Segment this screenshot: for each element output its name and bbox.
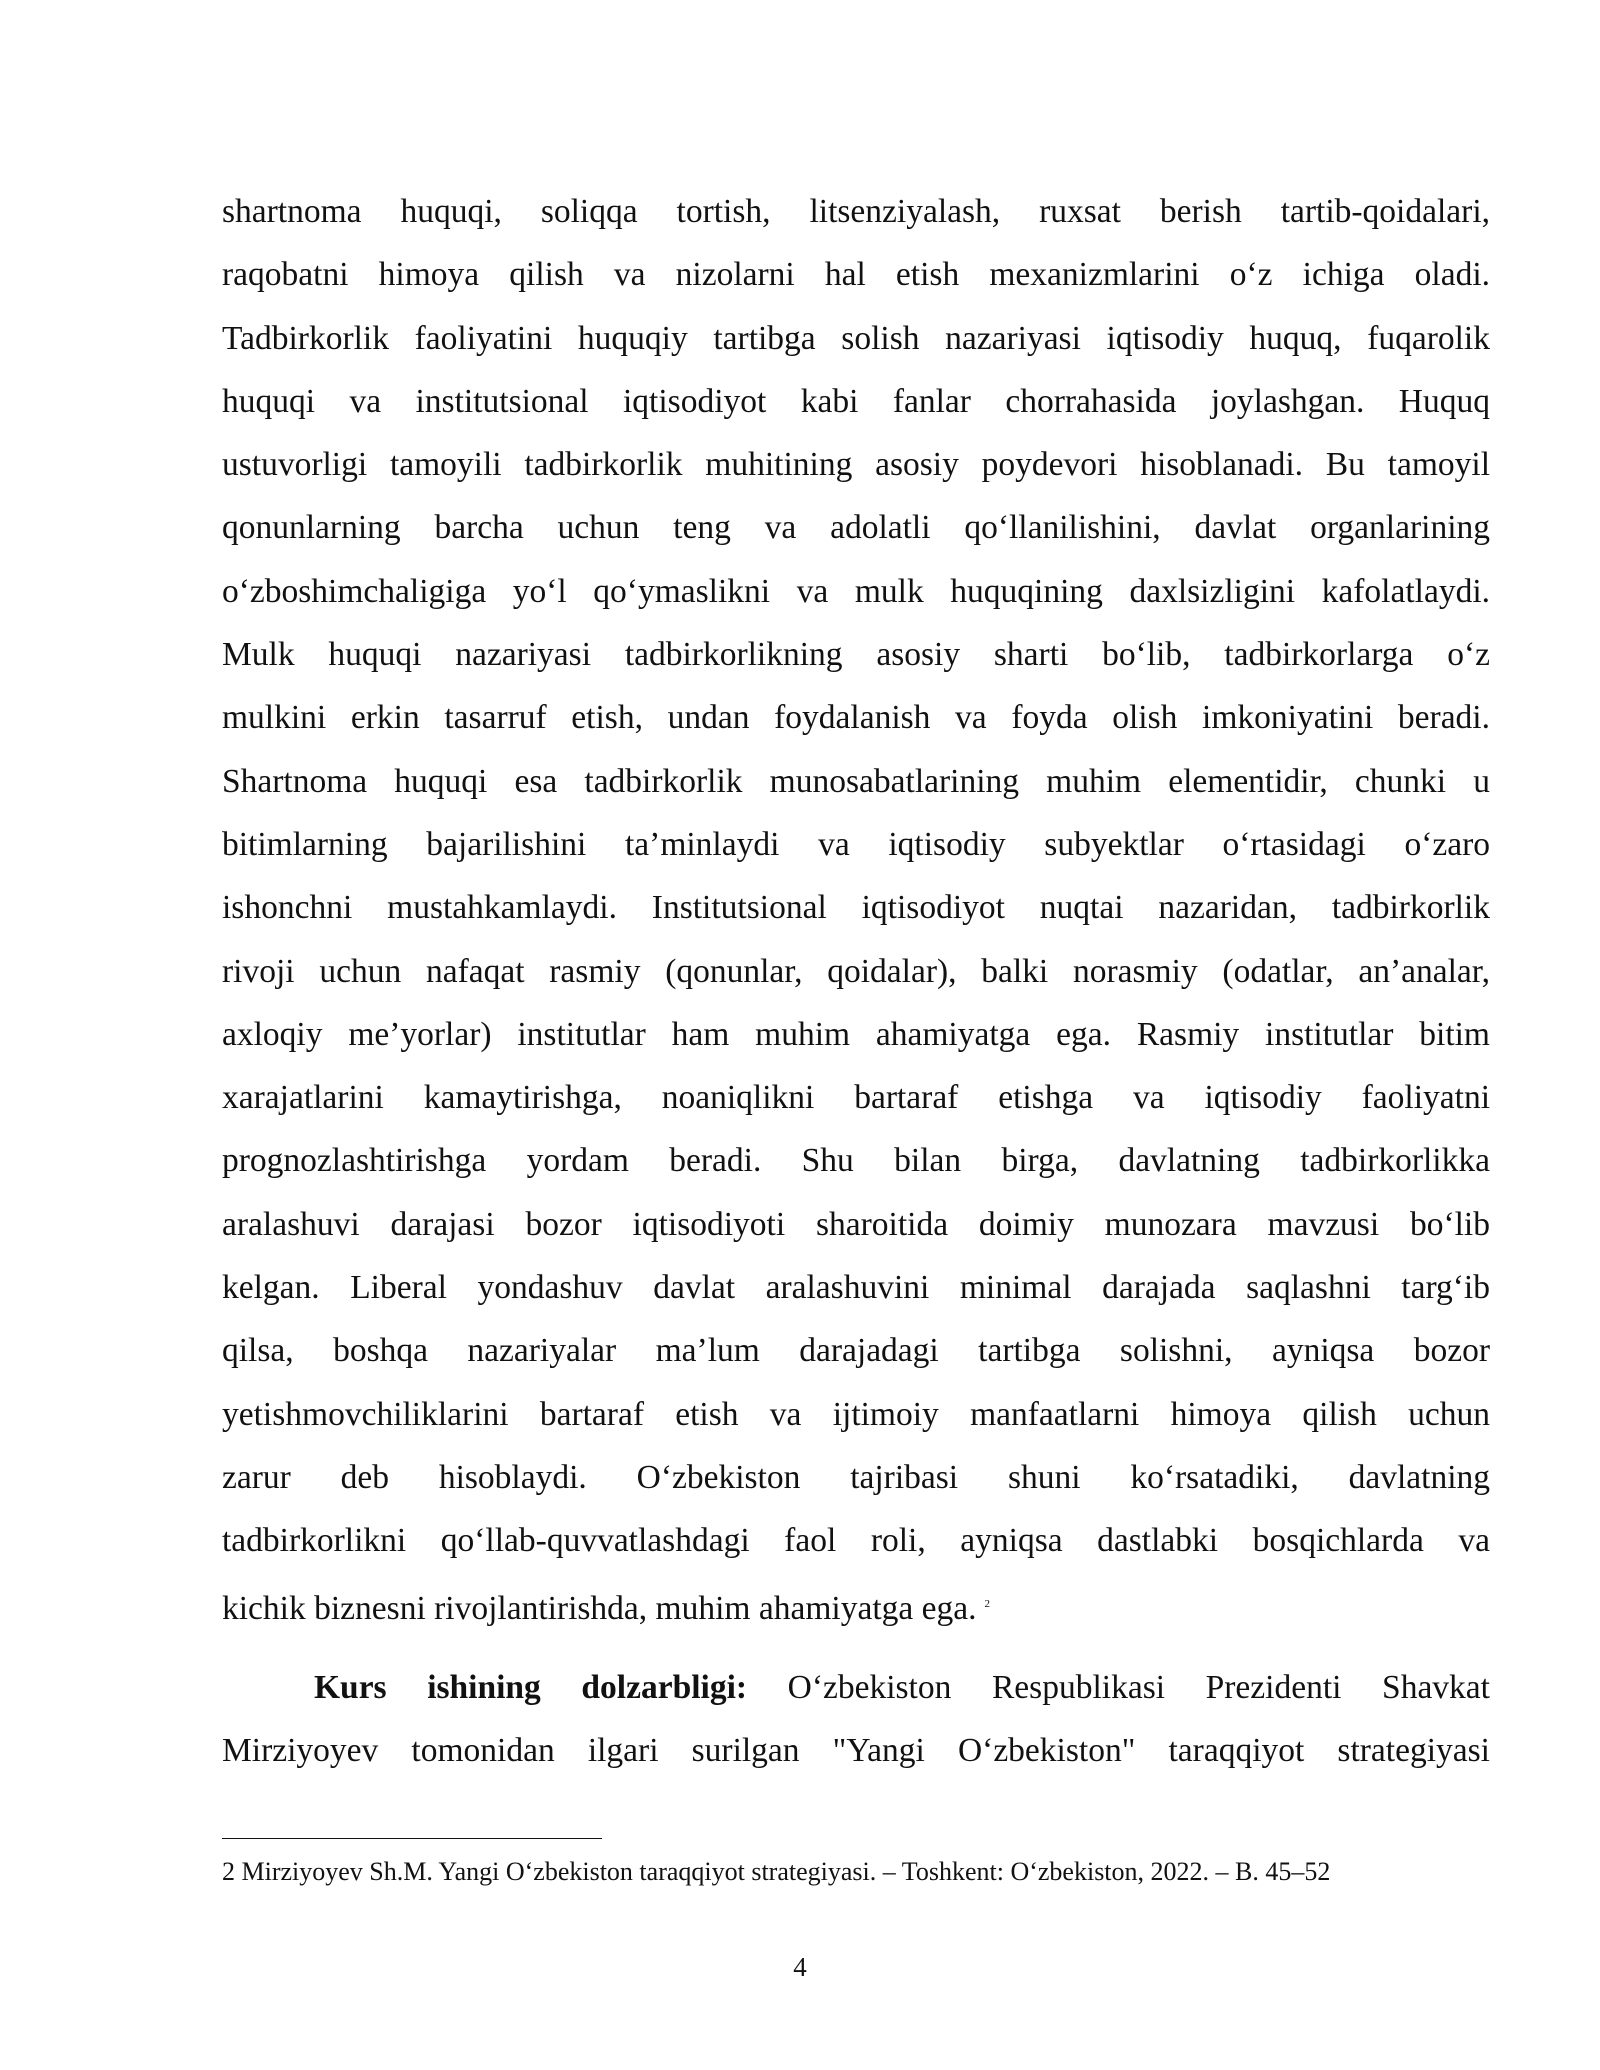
paragraph-line: prognozlashtirishga yordam beradi. Shu bilan birga, davlatning tadbirkorlikka xyxy=(222,1142,1490,1180)
paragraph-last-line xyxy=(222,1573,1490,1640)
paragraph-last-line-text: kichik biznesni rivojlantirishda, muhim ahamiyatga ega. xyxy=(222,1589,977,1627)
paragraph-line: o‘zboshimchaligiga yo‘l qo‘ymaslikni va mulk huquqining daxlsizligini kafolatlaydi. xyxy=(222,572,1490,610)
heading-continuation: O‘zbekiston Respublikasi Prezidenti Shavkat xyxy=(747,1668,1490,1706)
paragraph-line: axloqiy me’yorlar) institutlar ham muhim ahamiyatga ega. Rasmiy institutlar bitim xyxy=(222,1015,1490,1053)
body-text xyxy=(222,180,1490,1783)
paragraph-1 xyxy=(222,180,1490,1640)
paragraph-line: ustuvorligi tamoyili tadbirkorlik muhitining asosiy poydevori hisoblanadi. Bu tamoyil xyxy=(222,446,1490,484)
paragraph-line xyxy=(222,1656,1490,1719)
paragraph-line: xarajatlarini kamaytirishga, noaniqlikni bartaraf etishga va iqtisodiy faoliyatni xyxy=(222,1079,1490,1117)
section-heading: Kurs ishining dolzarbligi: xyxy=(314,1668,748,1706)
paragraph-line: raqobatni himoya qilish va nizolarni hal etish mexanizmlarini o‘z ichiga oladi. xyxy=(222,256,1490,294)
paragraph-line: ishonchni mustahkamlaydi. Institutsional iqtisodiyot nuqtai nazaridan, tadbirkorlik xyxy=(222,889,1490,927)
paragraph-line: shartnoma huquqi, soliqqa tortish, litsenziyalash, ruxsat berish tartib-qoidalari, xyxy=(222,193,1490,230)
paragraph-line: Tadbirkorlik faoliyatini huquqiy tartibga solish nazariyasi iqtisodiy huquq, fuqarolik xyxy=(222,319,1490,357)
paragraph-line: aralashuvi darajasi bozor iqtisodiyoti sharoitida doimiy munozara mavzusi bo‘lib xyxy=(222,1205,1490,1243)
page-number: 4 xyxy=(793,1952,807,1982)
paragraph-line: qilsa, boshqa nazariyalar ma’lum darajadagi tartibga solishni, ayniqsa bozor xyxy=(222,1332,1490,1370)
paragraph-line: Mirziyoyev tomonidan ilgari surilgan "Yangi O‘zbekiston" taraqqiyot strategiyasi xyxy=(222,1732,1490,1770)
paragraph-line: mulkini erkin tasarruf etish, undan foydalanish va foyda olish imkoniyatini beradi. xyxy=(222,699,1490,737)
paragraph-line: tadbirkorlikni qo‘llab-quvvatlashdagi faol roli, ayniqsa dastlabki bosqichlarda va xyxy=(222,1522,1490,1560)
paragraph-line: Shartnoma huquqi esa tadbirkorlik munosabatlarining muhim elementidir, chunki u xyxy=(222,762,1490,800)
paragraph-spacing xyxy=(222,1640,1490,1656)
paragraph-line: rivoji uchun nafaqat rasmiy (qonunlar, qoidalar), balki norasmiy (odatlar, an’analar, xyxy=(222,952,1490,990)
paragraph-line: kelgan. Liberal yondashuv davlat aralashuvini minimal darajada saqlashni targ‘ib xyxy=(222,1269,1490,1307)
paragraph-2 xyxy=(222,1656,1490,1783)
footnote: 2 Mirziyoyev Sh.M. Yangi O‘zbekiston taraqqiyot strategiyasi. – Toshkent: O‘zbekiston, 2022. – B. 45–52 xyxy=(222,1857,1331,1886)
paragraph-line: qonunlarning barcha uchun teng va adolatli qo‘llanilishini, davlat organlarining xyxy=(222,509,1490,547)
paragraph-line: zarur deb hisoblaydi. O‘zbekiston tajribasi shuni ko‘rsatadiki, davlatning xyxy=(222,1458,1490,1496)
paragraph-line: huquqi va institutsional iqtisodiyot kabi fanlar chorrahasida joylashgan. Huquq xyxy=(222,382,1490,420)
footnote-separator xyxy=(222,1838,602,1839)
footnote-reference[interactable]: 2 xyxy=(984,1597,990,1610)
paragraph-line: bitimlarning bajarilishini ta’minlaydi va iqtisodiy subyektlar o‘rtasidagi o‘zaro xyxy=(222,825,1490,863)
paragraph-line: yetishmovchiliklarini bartaraf etish va ijtimoiy manfaatlarni himoya qilish uchun xyxy=(222,1395,1490,1433)
paragraph-line: Mulk huquqi nazariyasi tadbirkorlikning asosiy sharti bo‘lib, tadbirkorlarga o‘z xyxy=(222,636,1490,674)
